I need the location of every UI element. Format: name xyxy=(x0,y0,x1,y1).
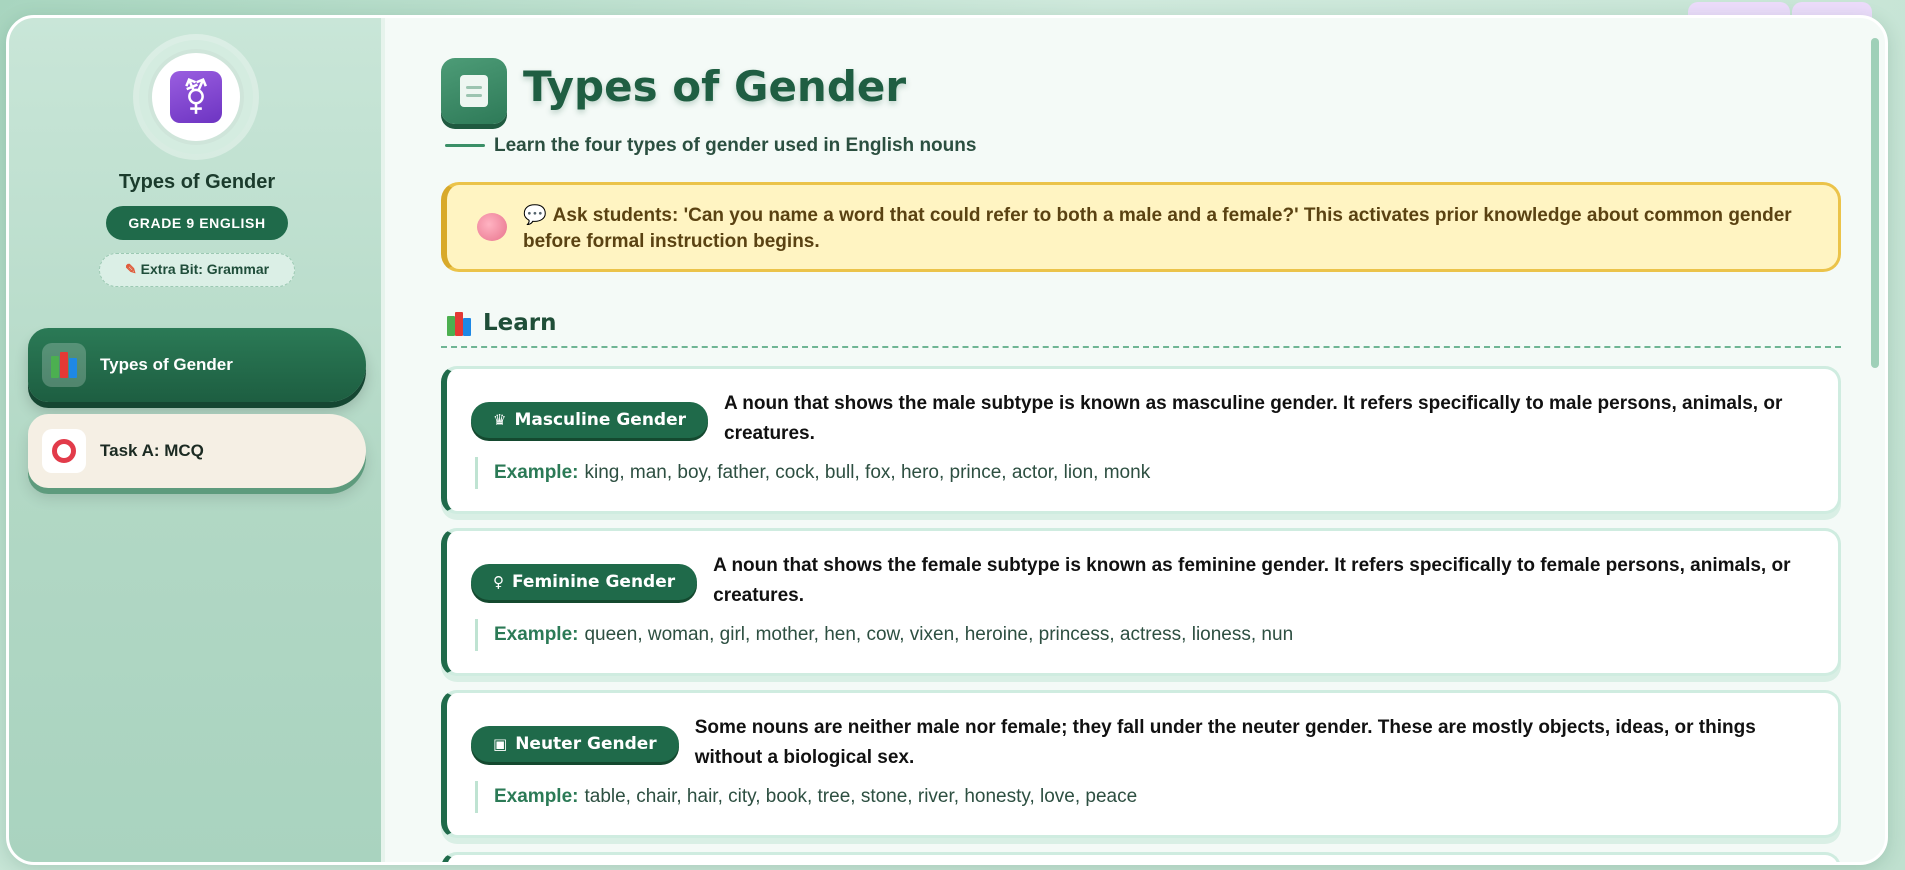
section-heading-learn xyxy=(447,310,557,336)
pencil-icon: ✎ xyxy=(124,261,137,277)
extra-bit-label: Extra Bit: Grammar xyxy=(140,261,270,277)
books-icon xyxy=(42,343,86,387)
sidebar xyxy=(9,18,385,862)
app-frame xyxy=(6,15,1888,865)
gender-card-neuter xyxy=(441,690,1841,838)
section-heading-label: Learn xyxy=(483,310,557,336)
masculine-definition: A noun that shows the male subtype is known as masculine gender. It refers specifically to male persons, animals, or creatures. xyxy=(724,393,1783,444)
chair-icon: ▣ xyxy=(493,735,508,753)
neuter-example: Example: table, chair, hair, city, book, tree, stone, river, honesty, love, peace xyxy=(475,781,1137,813)
crown-icon: ♛ xyxy=(493,411,507,429)
sidebar-title: Types of Gender xyxy=(118,171,276,193)
sidebar-item-types-of-gender[interactable] xyxy=(28,328,366,402)
lesson-logo xyxy=(139,40,253,154)
grade-badge: GRADE 9 ENGLISH xyxy=(106,206,288,240)
sidebar-item-label: Types of Gender xyxy=(100,355,233,374)
woman-icon: ♀ xyxy=(493,573,504,591)
neuter-tag: ▣ Neuter Gender xyxy=(471,726,679,762)
main-content xyxy=(389,18,1885,862)
transgender-symbol-icon: ⚧ xyxy=(170,71,222,123)
gender-card-feminine xyxy=(441,528,1841,676)
books-icon xyxy=(447,310,473,336)
feminine-definition: A noun that shows the female subtype is known as feminine gender. It refers specifically to female persons, animals, or creatures. xyxy=(713,555,1791,606)
extra-bit-badge xyxy=(99,253,295,287)
teacher-prompt-text: Ask students: 'Can you name a word that could refer to both a male and a female?' This activates prior knowledge about common gender before formal instruction begins. xyxy=(523,205,1792,252)
page-icon xyxy=(441,58,507,124)
gender-card-masculine xyxy=(441,366,1841,514)
scrollbar-thumb[interactable] xyxy=(1871,38,1879,368)
speech-bubble-icon: 💬 xyxy=(523,205,547,226)
feminine-tag: ♀ Feminine Gender xyxy=(471,564,697,600)
sidebar-item-task-a-mcq[interactable] xyxy=(28,414,366,488)
ring-icon xyxy=(42,429,86,473)
masculine-tag: ♛ Masculine Gender xyxy=(471,402,708,438)
masculine-example: Example: king, man, boy, father, cock, bull, fox, hero, prince, actor, lion, monk xyxy=(475,457,1150,489)
subtitle-accent-line xyxy=(445,144,485,147)
teacher-prompt-callout xyxy=(441,182,1841,272)
brain-icon xyxy=(477,213,507,241)
page-subtitle: Learn the four types of gender used in English nouns xyxy=(494,135,977,156)
feminine-example: Example: queen, woman, girl, mother, hen, cow, vixen, heroine, princess, actress, lioness, nun xyxy=(475,619,1293,651)
neuter-definition: Some nouns are neither male nor female; they fall under the neuter gender. These are mostly objects, ideas, or things without a biological sex. xyxy=(694,717,1756,768)
sidebar-item-label: Task A: MCQ xyxy=(100,441,204,460)
gender-card-partial xyxy=(441,852,1841,865)
page-title: Types of Gender xyxy=(523,62,907,111)
section-divider xyxy=(441,346,1841,348)
